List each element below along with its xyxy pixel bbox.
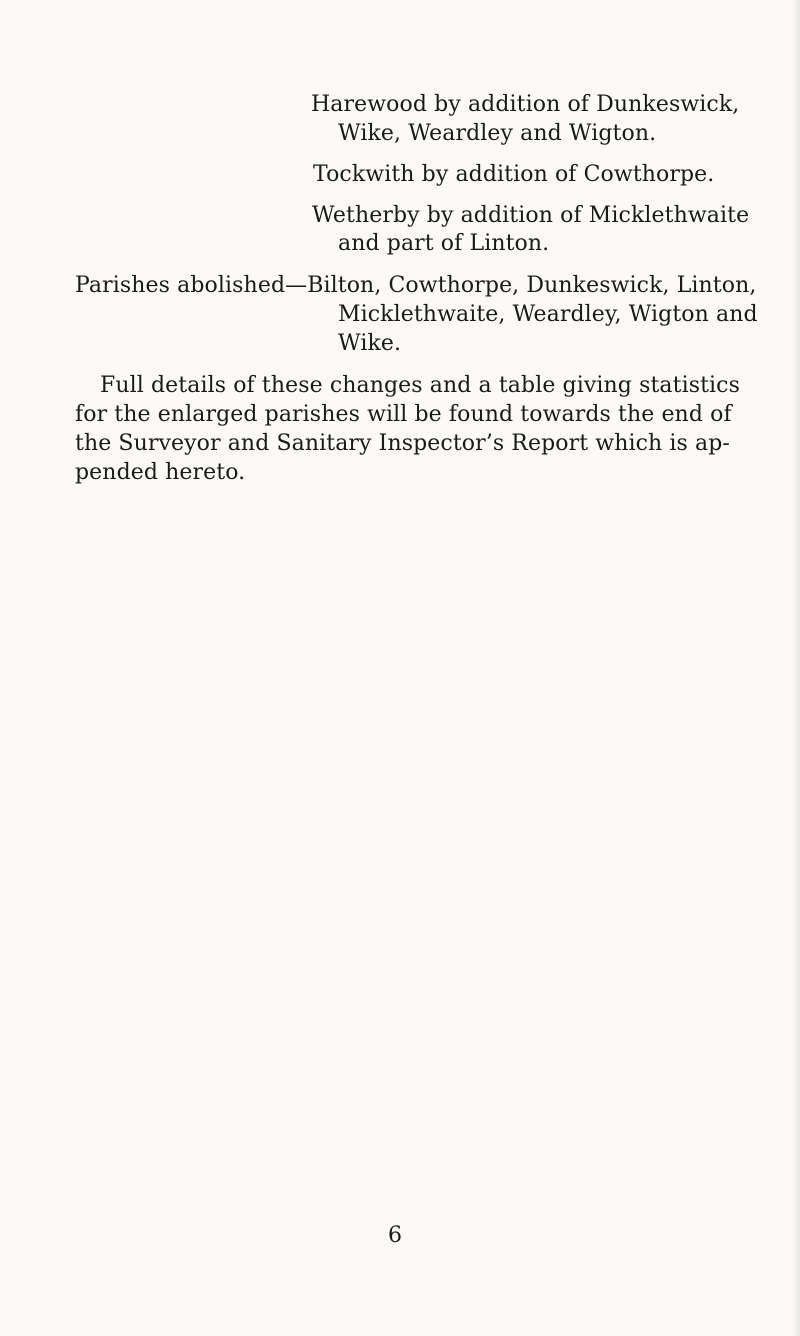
harewood-line-2: Wike, Weardley and Wigton.: [338, 121, 657, 146]
wetherby-line-1: Wetherby by addition of Micklethwaite: [312, 203, 750, 228]
details-paragraph-line-2: for the enlarged parishes will be found towards the end of: [75, 402, 732, 427]
page-edge-shadow: [792, 0, 800, 1336]
parishes-abolished-line-1: Parishes abolished—Bilton, Cowthorpe, Dunkeswick, Linton,: [75, 273, 757, 298]
details-paragraph-line-3: the Surveyor and Sanitary Inspector’s Report which is ap-: [75, 431, 730, 456]
wetherby-line-2: and part of Linton.: [338, 231, 550, 256]
details-paragraph-line-4: pended hereto.: [75, 460, 246, 485]
tockwith-line: Tockwith by addition of Cowthorpe.: [313, 162, 715, 187]
parishes-abolished-line-3: Wike.: [338, 331, 402, 356]
page-number: 6: [388, 1223, 402, 1248]
harewood-line-1: Harewood by addition of Dunkeswick,: [311, 92, 740, 117]
parishes-abolished-line-2: Micklethwaite, Weardley, Wigton and: [338, 302, 758, 327]
details-paragraph-line-1: Full details of these changes and a table giving statistics: [100, 373, 740, 398]
